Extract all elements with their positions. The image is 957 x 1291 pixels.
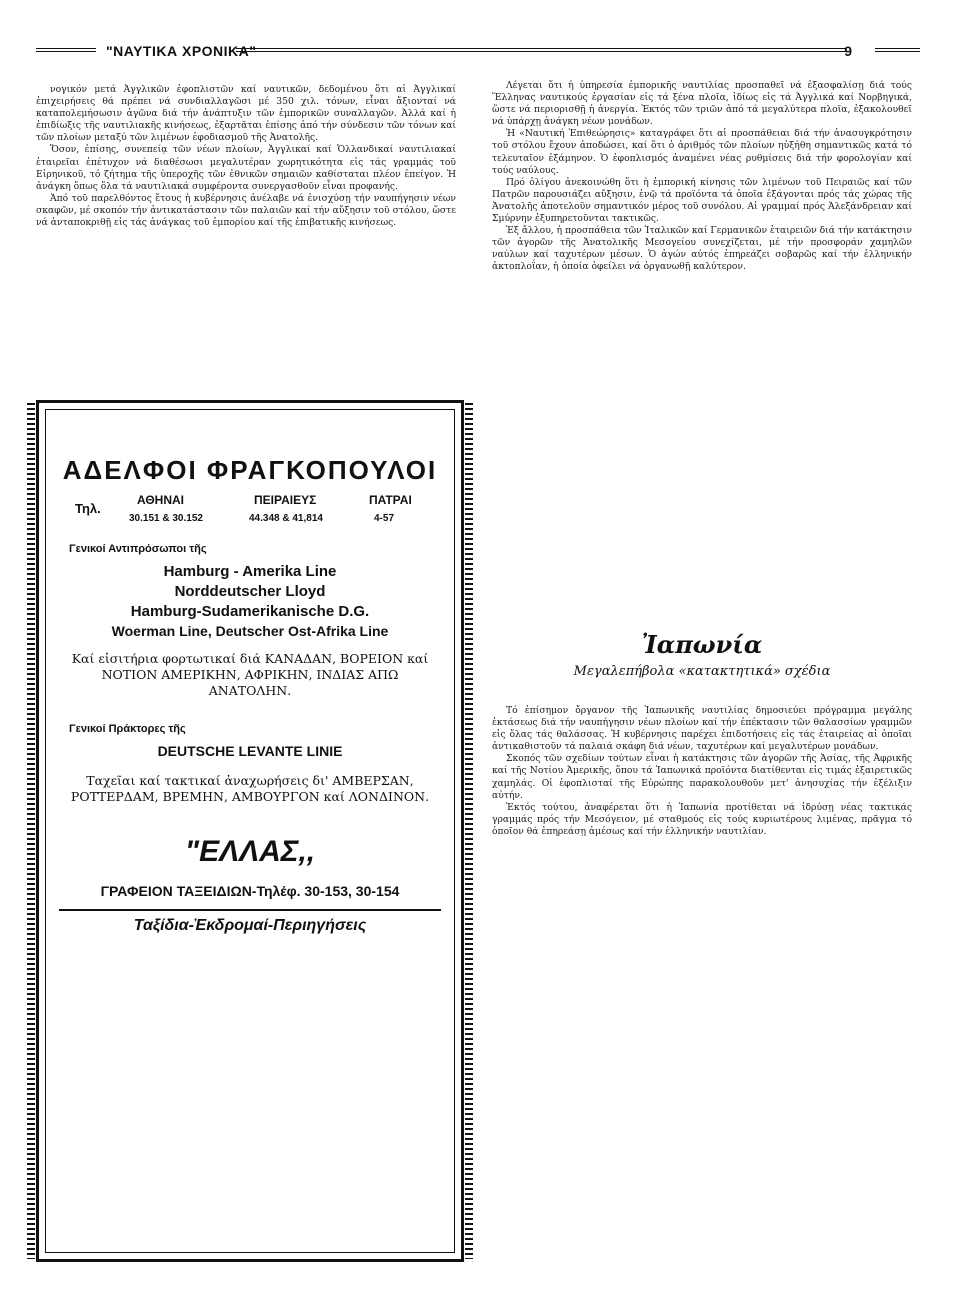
paragraph: Ὅσον, ἐπίσης, συνεπείᾳ τῶν νέων πλοίων, Ἀγγλικαί καί Ὁλλανδικαί ναυτιλιακαί ἑταιρεῖαι ἐπέτυχον νά διαθέσωσι μεγαλυτέραν χωρητικότητα εἰς τάς γραμμάς τοῦ Εἰρηνικοῦ, τό ζήτημα τῆς ὑπεροχῆς τῶν ἐθνικῶν σημαιῶν καθίσταται πλέον ἐπείγον. Ἡ ἀνάγκη ὅπως ὅλα τά ναυτιλιακά συμφέροντα συνεργασθοῦν εἶναι προφανής. (36, 144, 456, 192)
ad-general-forwarders-label: Γενικοί Πράκτορες τῆς (69, 723, 186, 735)
publication-title: "ΝΑΥΤΙΚΑ ΧΡΟΝΙΚΑ" (106, 43, 257, 59)
paragraph: Σκοπός τῶν σχεδίων τούτων εἶναι ἡ κατάκτησις τῶν ἀγορῶν τῆς Ἀσίας, τῆς Ἀφρικῆς καί τῆς Νοτίου Ἀμερικῆς, ὅπου τά Ἰαπωνικά προϊόντα διατίθενται εἰς τιμάς ἐξαιρετικῶς χαμηλάς. Οἱ ἐφοπλισταί τῆς Εὐρώπης παρακολουθοῦν μετ' ἀνησυχίας τήν ἐξέλιξιν αὐτήν. (492, 753, 912, 801)
ad-city-athens: ΑΘΗΝΑΙ (137, 493, 185, 507)
article-japan-body (492, 705, 912, 1265)
ad-line-hamburg-amerika: Hamburg - Amerika Line (163, 563, 337, 580)
advertisement-box (36, 400, 464, 1262)
ad-trips: Ταξίδια-Ἐκδρομαί-Περιηγήσεις (133, 917, 367, 934)
ad-general-agents-label: Γενικοί Αντιπρόσωποι τῆς (69, 543, 207, 555)
header-rule-left (36, 48, 96, 52)
ad-tickets-text: Καί εἰσιτήρια φορτωτικαί διά ΚΑΝΑΔΑΝ, ΒΟΡΕΙΟΝ καί ΝΟΤΙΟΝ ΑΜΕΡΙΚΗΝ, ΑΦΡΙΚΗΝ, ΙΝΔΙΑΣ ΑΠΩ ΑΝΑΤΟΛΗΝ. (71, 651, 429, 698)
header-rule-right (875, 48, 920, 52)
section-title: Ἰαπωνία (641, 630, 763, 659)
paragraph: Ἐκτός τούτου, ἀναφέρεται ὅτι ἡ Ἰαπωνία προτίθεται νά ἱδρύσῃ νέας τακτικάς γραμμάς πρός τήν Μεσόγειον, μέ σταθμούς εἰς τούς κυριωτέρους λιμένας, πρᾶγμα τό ὁποῖον θά ἐπηρεάσῃ ἀμέσως καί τήν ἑλληνικήν ναυτιλίαν. (492, 801, 912, 837)
ad-company-name: ΑΔΕΛΦΟΙ ΦΡΑΓΚΟΠΟΥΛΟΙ (62, 455, 438, 485)
ad-divider (59, 909, 441, 911)
paragraph: Ἐξ ἄλλου, ἡ προσπάθεια τῶν Ἰταλικῶν καί Γερμανικῶν ἑταιρειῶν διά τήν κατάκτησιν τῶν ἀγορῶν τῆς Ἀνατολικῆς Μεσογείου συνεχίζεται, μέ τήν προσφοράν χαμηλῶν ναύλων καί ταχυτέρων μέσων. Ὁ ἀγών αὐτός ἐπηρεάζει σοβαρῶς καί τήν ἑλληνικήν ἀκτοπλοΐαν, ἡ ὁποία ὀφείλει νά ὀργανωθῇ καλύτερον. (492, 225, 912, 273)
paragraph: Ἡ «Ναυτική Ἐπιθεώρησις» καταγράφει ὅτι αἱ προσπάθειαι διά τήν ἀνασυγκρότησιν τοῦ στόλου ἔχουν ἀποδώσει, καί ὅτι ὁ ἀριθμός τῶν πλοίων ηὐξήθη σημαντικῶς κατά τό τελευταῖον ἑξάμηνον. Ὁ ἐφοπλισμός ἀναμένει νέας ρυθμίσεις διά τήν φορολογίαν καί τούς ναύλους. (492, 128, 912, 176)
ad-phone-athens: 30.151 & 30.152 (129, 513, 203, 524)
ad-goods-text: Ταχεῖαι καί τακτικαί ἀναχωρήσεις δι' ΑΜΒΕΡΣΑΝ, ΡΟΤΤΕΡΔΑΜ, ΒΡΕΜΗΝ, ΑΜΒΟΥΡΓΟΝ καί ΛΟΝΔΙΝΟΝ. (70, 773, 430, 804)
ad-line-woerman: Woerman Line, Deutscher Ost-Afrika Line (111, 623, 389, 639)
paragraph: Λέγεται ὅτι ἡ ὑπηρεσία ἐμπορικῆς ναυτιλίας προσπαθεῖ νά ἐξασφαλίσῃ διά τούς Ἕλληνας ναυτικούς ἐργασίαν εἰς τά ξένα πλοῖα, ἰδίως εἰς τά Ἀγγλικά καί Νορβηγικά, ὥστε νά περιορισθῇ ἡ ἀνεργία. Ἐκτός τῶν τριῶν ἀπό τά μεγαλύτερα πλοῖα, ἐξακολουθεῖ νά ὑπάρχῃ ἀνάγκη νέων μονάδων. (492, 80, 912, 128)
ad-travel-agency: ΓΡΑΦΕΙΟΝ ΤΑΞΕΙΔΙΩΝ-Τηλέφ. 30-153, 30-154 (100, 883, 400, 899)
paragraph: Τό ἐπίσημον ὄργανον τῆς Ἰαπωνικῆς ναυτιλίας δημοσιεύει πρόγραμμα μεγάλης ἐκτάσεως διά τήν ναυπήγησιν νέων πλοίων καί τήν ἐπέκτασιν τῶν θαλασσίων γραμμῶν εἰς ὅλας τάς θαλάσσας. Ἡ κυβέρνησις παρέχει ἐπιδοτήσεις εἰς τάς ἑταιρείας αἱ ὁποῖαι ἀντικαθιστοῦν τά παλαιά σκάφη διά νέων, ταχυτέρων καί μεγαλυτέρων μονάδων. (492, 705, 912, 753)
ad-brand-ellas: "ΕΛΛΑΣ,, (184, 835, 316, 868)
paragraph: νογικόν μετά Ἀγγλικῶν ἐφοπλιστῶν καί ναυτικῶν, δεδομένου ὅτι αἱ Ἀγγλικαί ἐπιχειρήσεις θά πρέπει νά συνδιαλλαγῶσι μέ 350 χιλ. τόνων, εἶναι ἄξιονταί νά καταπολεμήσωσιν ἀγῶνα διά τήν ἀνάπτυξιν τῶν ἐμπορικῶν συναλλαγῶν. Ἀλλά καί ἡ ἐπιδίωξις τῆς ναυτιλιακῆς κινήσεως, ἐξαρτᾶται ἐπίσης ἀπό τήν σύνδεσιν τῶν τόνων καί τῶν πλοίων μεταξύ τῶν λιμένων ἐφοδιασμοῦ τῆς Ἀνατολῆς. (36, 84, 456, 144)
article-left-column (36, 84, 456, 394)
ad-tel-label: Τηλ. (75, 501, 101, 516)
ad-levante-line: DEUTSCHE LEVANTE LINIE (157, 743, 343, 759)
ad-inner-frame (45, 409, 455, 1253)
ad-phone-patras: 4-57 (374, 513, 395, 524)
paragraph: Πρό ὀλίγου ἀνεκοινώθη ὅτι ἡ ἐμπορική κίνησις τῶν λιμένων τοῦ Πειραιῶς καί τῶν Πατρῶν παρουσιάζει αὔξησιν, ἐνῷ τά προϊόντα τά ὁποῖα ἐξάγονται πρός τάς χώρας τῆς Ἀνατολῆς ἀποτελοῦν σημαντικόν μέρος τοῦ συνόλου. Αἱ γραμμαί πρός Ἀλεξάνδρειαν καί Σμύρνην ἐξυπηρετοῦνται τακτικῶς. (492, 176, 912, 225)
article-right-column (492, 80, 912, 665)
page-header (36, 34, 920, 64)
page-number: 9 (844, 43, 852, 59)
section-subtitle: Μεγαλεπήβολα «κατακτητικά» σχέδια (573, 664, 831, 679)
ad-line-norddeutscher: Norddeutscher Lloyd (174, 583, 326, 600)
header-rule-middle (236, 48, 846, 52)
ad-line-hamburg-sud: Hamburg-Sudamerikanische D.G. (130, 603, 370, 620)
ad-phone-piraeus: 44.348 & 41,814 (249, 513, 323, 524)
ad-border-dots-right (465, 403, 473, 1259)
ad-city-piraeus: ΠΕΙΡΑΙΕΥΣ (254, 493, 317, 507)
ad-city-patras: ΠΑΤΡΑΙ (369, 493, 412, 507)
ad-border-dots-left (27, 403, 35, 1259)
paragraph: Ἀπό τοῦ παρελθόντος ἔτους ἡ κυβέρνησις ἀνέλαβε νά ἐνισχύσῃ τήν ναυπήγησιν νέων σκαφῶν, μέ σκοπόν τήν ἀντικατάστασιν τῶν παλαιῶν καί τήν αὔξησιν τοῦ στόλου, ὥστε νά ἀνταποκριθῇ εἰς τάς ἀνάγκας τοῦ ἐμπορίου καί τῆς ἐπιβατικῆς κινήσεως. (36, 192, 456, 229)
